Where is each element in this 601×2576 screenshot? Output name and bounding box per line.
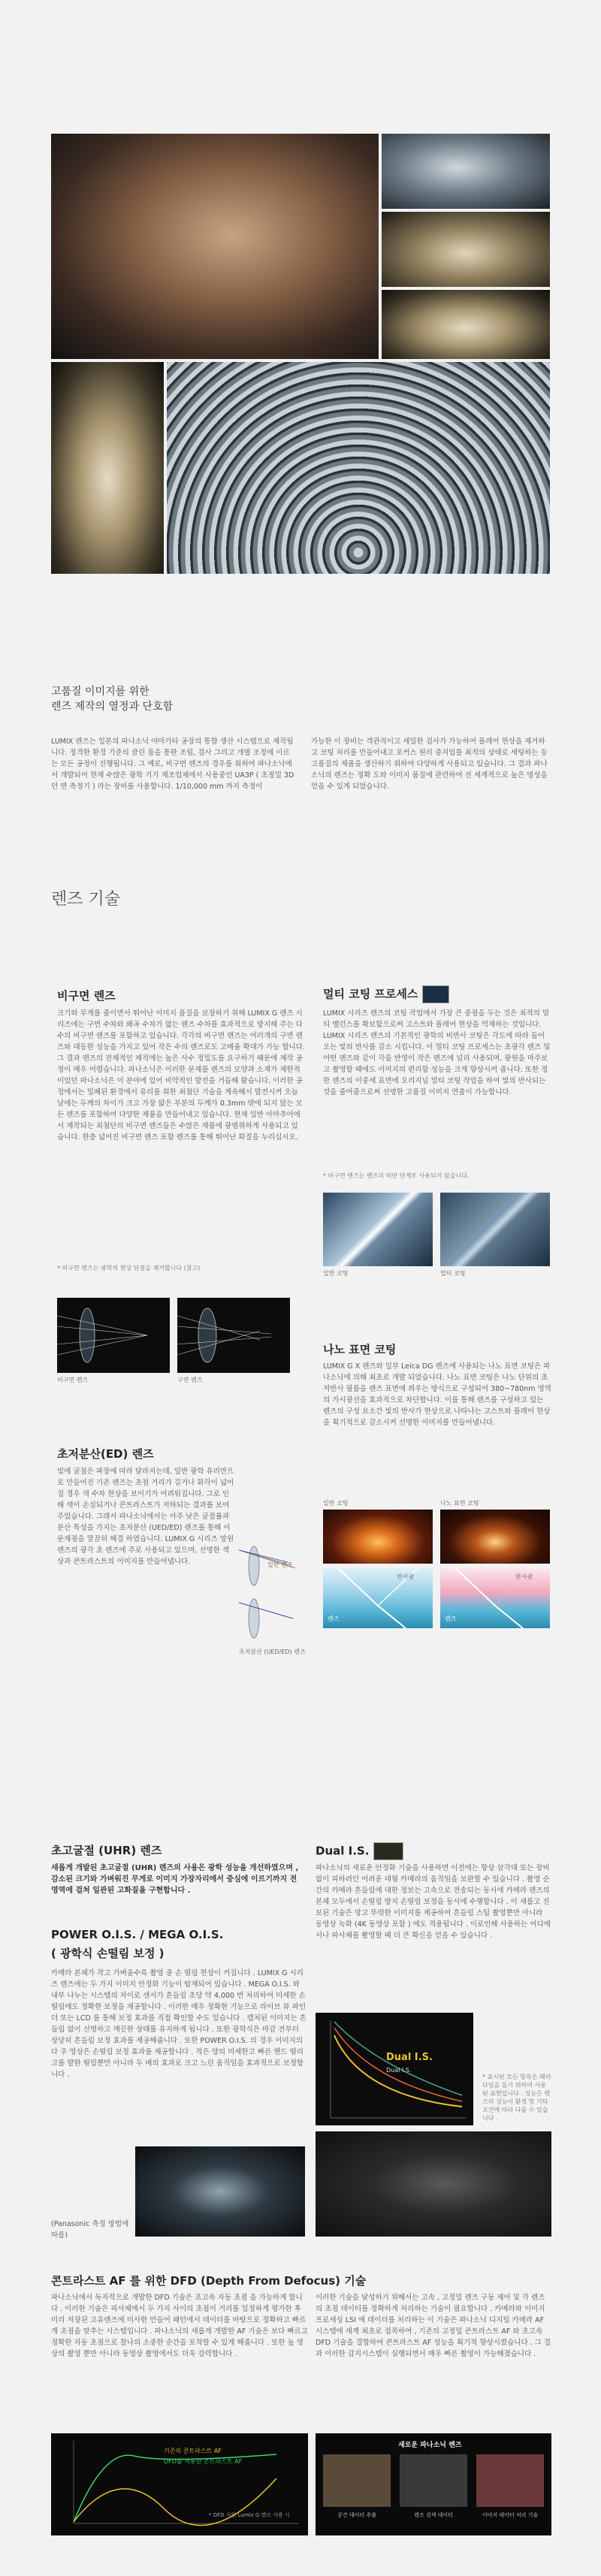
nano-coated-diagram [440,1568,550,1628]
dual-badge-icon [373,1842,403,1860]
nano-caption-normal: 일반 코팅 [323,1500,349,1507]
nano-reflect-label-2: 반사광 [515,1573,533,1580]
nano-coated-rays [440,1568,550,1628]
nano-text: LUMIX G X 렌즈와 일부 Leica DG 렌즈에 사용되는 나노 표면 코팅은 파나소닉에 의해 최초로 개발 되었습니다. 나노 표면 코팅은 나노 단위의 초저반사 필름을 렌즈 표면에 씌우는 방식으로 구성되어 380~780nm 영역의 가시광선을 효과적으로 차단합니다. 이를 통해 렌즈를 구성하고 있는 렌즈의 구성 요소간 빛의 반사가 현상으로 나타나는 고스트와 플레어 현상을 획기적으로 감소시켜 선명한 이미지를 만들어냅니다. [323,1362,551,1427]
ois-title: POWER O.I.S. / MEGA O.I.S. [51,1928,224,1941]
dual-note: * 표시된 모든 항목은 패러다임을 돕기 위하여 사용된 표현입니다 . 성능은 렌즈의 성능이 환경 및 기타 조건에 따라 다를 수 있습니다 . [482,2074,551,2122]
multicoat-text: LUMIX 시리즈 렌즈의 코팅 작업에서 가장 큰 중점을 두는 것은 최적의 멀티 밸런스를 확보함으로써 고스트와 플레어 현상을 억제하는 것입니다. LUMIX 시리즈 렌즈의 기본적인 광학의 비반사 코팅은 각도에 따라 들어오는 빛의 반사를 감소 시킵니다. 이 멀티 코팅 프로세스는 초광각 렌즈 및 어떤 렌즈와 같이 각을 반영이 작은 렌즈에 널리 사용되며, 광원을 마주보고 촬영할 때에도 이미지의 편리함 성능을 크게 향상시켜 줍니다. 또한 정한 렌즈의 이중세 표면에 오리지널 멀티 코팅 작업을 하여 빛의 반사되는 것을 줄여줌으로써 선명한 고품질 이미지 연출이 가능합니다. [323,1009,551,1096]
aspherical-text: 크기와 무게를 줄이면서 뛰어난 이미지 품질을 보장하기 위해 LUMIX G 렌즈 시리즈에는 구면 수차와 왜곡 수차가 없는 렌즈 수차를 효과적으로 방지해 주는 다수의 비구면 렌즈를 포함하고 있습니다. 각각의 비구면 렌즈는 여러개의 구면 렌즈와 대등한 성능을 가지고 있어 작은 수의 렌즈로도 고배율 확대가 가능 합니다. 그 결과 렌즈의 전체적인 체적에는 높은 사수 정밀도를 요구하기 때문에 제작 공정이 매우 어렵습니다. 파나소닉은 이러한 문제를 렌즈의 모양과 소재가 제한적이었던 파나소닉은 이 분야에 있어 비약적인 발전을 거듭해 왔습니다. 이러한 공정에서는 밀폐된 환경에서 유리를 위한 최첨단 기술을 계속해서 발전시켜 오늘날에는 두께의 차이가 크고 가장 얇은 부분의 두께가 0.3mm 밖에 되지 않는 모든 렌즈를 포함하여 다양한 제품을 만들어내고 있습니다. 현재 일반 아마추어에서 제작되는 최첨단의 비구면 렌즈들은 수많은 제품에 광범위하게 사용되고 있습니다. 한층 넓어진 비구면 렌즈 포함 렌즈를 통해 뛰어난 화질을 누리십시오. [57,1009,305,1142]
uhr-title: 초고굴절 (UHR) 렌즈 [51,1844,162,1857]
normal-coating-caption: 일반 코팅 [323,1270,349,1277]
nano-title: 나노 표면 코팅 [323,1343,397,1356]
intro-title-line1: 고품질 이미지를 위한 [51,686,149,698]
aspherical-caption: 비구면 렌즈 [57,1377,89,1383]
dfd-processing-image [476,2454,544,2507]
lens-glass-photo [51,362,164,574]
nano-reflect-label-1: 반사광 [397,1573,415,1580]
lens-assembly-photo [382,212,550,287]
ed-caption-normal: 일반 렌즈 [267,1561,293,1568]
dfd-box1-label: 공간 데이터 추출 [337,2512,376,2518]
multicoat-badge-icon [422,985,449,1003]
intro-col1: LUMIX 렌즈는 일본의 파나소닉 야마가타 공장의 통합 생산 시스템으로 제작됩니다. 정격한 환경 기준의 클린 룸을 통한 조립, 검사 그리고 개별 조정에 이르는 모든 공정이 진행됩니다. 그 예로, 비구면 렌즈의 경우를 위하여 파나소닉에서 개발되어 현재 수많은 광학 기기 제조업체에서 사용중인 UA3P ( 초정밀 3D 던 면 측정기 ) 라는 장비를 사용합니다. 1/10,000 mm 까지 측정이 [51,738,294,791]
ois-subtitle: ( 광학식 손떨림 보정 ) [51,1947,165,1960]
multicoat-title-text: 멀티 코팅 프로세스 [323,987,418,1001]
intro-title-line2: 렌즈 제작의 열정과 단호함 [51,701,174,713]
spherical-diagram [177,1298,290,1373]
aspherical-title: 비구면 렌즈 [57,989,116,1003]
ed-title: 초저분산(ED) 렌즈 [57,1447,154,1461]
dual-graph-label: Dual I.S. [386,2052,433,2063]
dual-graph-sublabel: Dual I.S. [386,2067,412,2074]
nano-coated-photo [440,1510,550,1564]
aspherical-rays [57,1298,170,1373]
normal-coating-photo [323,1193,433,1266]
dfd-diagram-title: 새로운 파나소닉 렌즈 [398,2442,462,2449]
aspherical-diagram [57,1298,170,1373]
ois-lens-photo [135,2146,305,2237]
dfd-diagram [316,2433,551,2535]
dual-title [316,1842,403,1860]
lens-element-photo [382,290,550,359]
nano-lens-label-2: 렌즈 [445,1615,457,1622]
af-graph-note: * DFD 지원 Lumix G 렌즈 사용 시 [209,2512,290,2518]
nano-normal-rays [323,1568,433,1628]
tech-title: 렌즈 기술 [51,890,121,909]
ed-diagram [239,1540,307,1646]
spherical-caption: 구면 렌즈 [177,1377,203,1383]
dual-title-text: Dual I.S. [316,1844,370,1858]
dfd-lens-image [400,2454,467,2507]
lens-tray-photo [167,362,550,574]
uhr-lead: 새롭게 개발된 초고굴절 (UHR) 렌즈의 사용은 광학 성능을 개선하였으며 , 감소된 크기와 가벼워진 무게로 이미지 가장자리에서 중심에 이르기까지 전 영역에 걸쳐 일관된 고화질을 구현합니다 . [51,1864,299,1895]
af-speed-graph [51,2433,308,2535]
nano-normal-diagram [323,1568,433,1628]
af-title: 콘트라스트 AF 를 위한 DFD (Depth From Defocus) 기술 [51,2274,367,2288]
dfd-box3-label: 이미지 데이터 처리 기술 [482,2512,539,2518]
intro-heading [51,683,547,713]
nano-lens-label-1: 렌즈 [328,1615,340,1622]
multicoat-note: * 비구면 렌즈는 렌즈의 비반 단계로 사용되지 않습니다. [323,1172,470,1179]
lens-inspection-photo [382,134,550,209]
multi-coating-caption: 멀티 코팅 [440,1270,466,1277]
ois-note: (Panasonic 측정 방법에 따름) [51,2220,129,2240]
multicoat-title [323,985,449,1003]
spherical-rays [177,1298,290,1373]
af-graph-label-dfd: DFD를 적용한 콘트라스트 AF [164,2458,243,2465]
af-col1: 파나소닉에서 독자적으로 개발한 DFD 기술은 초고속 자동 초점 을 가능하게 합니다 . 이러한 기술은 피사체에서 두 가지 사이의 초점이 거리를 일정하게 평가한 후 미리 저장된 고유렌즈에 미사한 만들어 패턴에서 데이터를 바탕으로 정확하고 빠르게 초점을 맞추는 시스템입니다 . 파나소닉의 새롭게 개발한 AF 기술은 보다 빠르고 정확한 자동 초점으로 찰나의 소중한 순간을 포착할 수 있게 해줍니다 . 또한 높 영상의 촬영 뿐만 아니라 동영상 촬영에서도 더욱 강력합니다 . [51,2294,308,2358]
dual-text: 파나소닉의 새로운 안정화 기술을 사용하면 이전에는 항상 삼각대 또는 장비없이 피하려던 어려운 대형 카메라의 움직임을 보완할 수 있습니다 . 촬영 순간의 카메라 흔들림에 대한 정보는 고속으로 전송되는 동시에 카메라 렌즈의 본체 모두에서 손떨림 방지 손떨림 보정을 동시에 수행합니다 . 이 새롭고 진보된 기술은 망고 뚜렷한 이미지를 제공하여 흔들림 스틸 촬영뿐만 아니라 동영상 녹화 (4K 동영상 포함 ) 에도 적용됩니다 . 이로인해 사용하는 어디에서나 파사체를 촬영할 때 더 큰 확신을 얻을 수 있습니다 . [316,1864,551,1940]
dual-camera-photo [316,2131,551,2237]
af-col2: 이러한 기술을 달성하기 위해서는 고속 , 고정밀 렌즈 구동 제어 및 각 렌즈의 초점 데이터를 정확하게 처리하는 기술이 필요합니다 . 카메라와 이미지 프로세싱 LSI 에 데이터를 처리하는 이 기술은 파나소닉 디지털 카메라 AF 시스템에 새계 최초로 접목하여 , 기존의 고정밀 콘트라스트 AF 와 초고속 DFD 기술을 결합하여 콘트라스트 AF 성능을 획기적 향상시켰습니다 . 그 결과 이러한 감지시스템이 실행되면서 매우 빠른 촬영이 가능해졌습니다 . [316,2294,551,2358]
ed-caption-ued: 초저분산 (UED/ED) 렌즈 [239,1648,306,1655]
dfd-box2-label: 렌즈 검색 데이터 [414,2512,453,2518]
ed-text: 빛에 굴절은 파장에 따라 달라지는데, 일반 광학 유리만으로 만들어진 기존 렌즈는 초점 거리가 길거나 화각이 넓어질 경우 색 수차 현상을 보이기가 어려워집니다. 그로 인해 색이 손실되거나 콘트라스트가 저하되는 결과를 보여주었습니다. 그래서 파나소닉에서는 아주 낮은 굴절률과 분산 특성을 가지는 초저분산 (UED/ED) 렌즈를 통해 이 문제점을 말끔히 해결 하였습니다. LUMIX G 시리즈 망원 렌즈의 광각 초 렌즈에 주로 사용되고 있으며, 선명한 색상과 콘트라스트의 이미지를 만들어냅니다. [57,1467,234,1566]
ois-text: 카메라 본체가 작고 가벼울수록 촬영 중 손 떨림 현상이 커집니다 . LUMIX G 시리즈 렌즈에는 두 가지 이미지 안정화 기능이 탑재되어 있습니다 . MEGA O.I.S. 와 내부 나누는 시스템의 자이로 센서가 흔들림 초당 약 4,000 번 처리하여 미세한 손 떨림에도 정확한 보정을 제공합니다 . 이러한 매우 정확한 기능으로 라이브 뷰 파인더 또는 LCD 를 통해 보정 효과를 직접 확인할 수도 있습니다 . 캡처된 이미지는 흔들림 없이 선명하고 깨끗한 상태를 유지하게 됩니다 . 또한 광학식은 마감 전부터 상당히 흔들림 보정 효과를 제공해줍니다 . 또한 POWER O.I.S. 의 경우 이미지의 다 우 영상은 손떨림 보정 효과를 제공합니다 . 적은 양의 미세한고 빠른 핸드 떨리고를 발한 떨림뿐만 아니라 두 배의 효과로 크고 느린 움직임을 효과적으로 보정합니다 . [51,1969,307,2079]
dfd-spatial-image [323,2454,391,2507]
ed-dispersion-diagram [239,1540,307,1646]
multi-coating-photo [440,1193,550,1266]
aspherical-note: * 비구면 렌즈는 광학적 현상 단점을 제거합니다 (참고) [57,1265,201,1271]
intro-col2: 가능한 이 장비는 객관적이고 세밀한 검사가 가능하여 플레어 현상을 제거하고 코팅 처리를 만들어내고 포커스 원리 중지입틀 최적의 상태로 세팅하는 등 고품질의 제품을 생산하기 위하여 다양하게 사용되고 있습니다. 그 결과 파나소닉의 렌즈는 정확 도와 이미지 품질에 관련하여 전 세계적으로 높은 명성을 얻을 수 있게 되었습니다. [311,738,548,791]
nano-caption-nano: 나노 표면 코팅 [440,1500,479,1507]
nano-normal-photo [323,1510,433,1564]
af-graph-label-conventional: 기존의 콘트라스트 AF [164,2448,222,2454]
engineer-photo [51,134,379,359]
dual-graph [316,2013,473,2125]
